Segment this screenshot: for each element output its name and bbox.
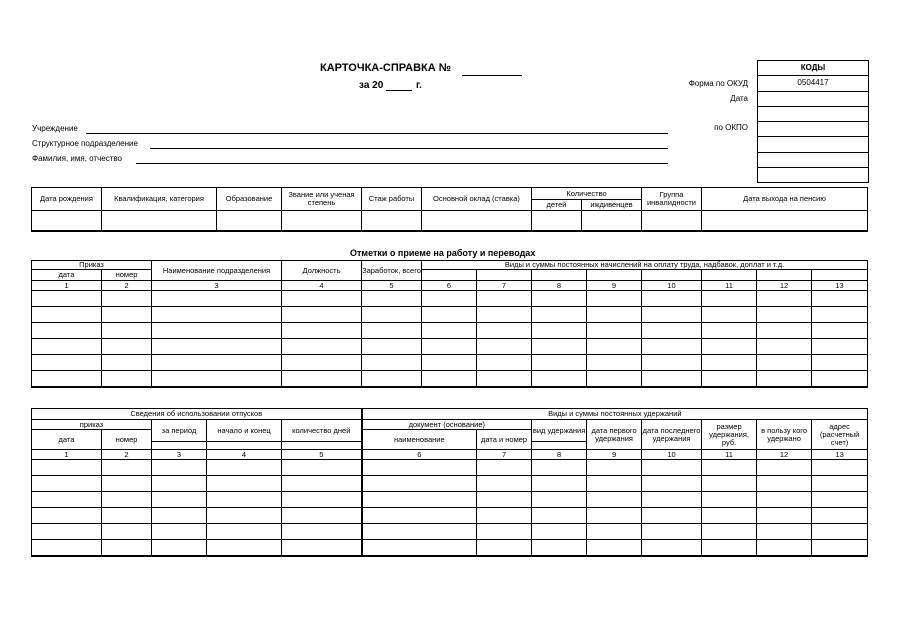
table-cell[interactable] — [282, 524, 362, 540]
cell[interactable] — [642, 211, 702, 231]
col-number: 11 — [702, 281, 757, 291]
table-cell[interactable] — [702, 339, 757, 355]
header-type: вид удержания — [532, 420, 587, 442]
cell[interactable] — [532, 211, 582, 231]
header-doc-name: наименование — [362, 430, 477, 450]
table-cell[interactable] — [532, 476, 587, 492]
table-cell[interactable] — [362, 307, 422, 323]
table-cell[interactable] — [532, 323, 587, 339]
table-cell[interactable] — [32, 508, 102, 524]
table-cell[interactable] — [32, 291, 102, 307]
table-cell[interactable] — [702, 492, 757, 508]
col-number: 1 — [32, 450, 102, 460]
table-cell[interactable] — [702, 524, 757, 540]
header-division-name: Наименование подразделения — [152, 261, 282, 281]
header-days: количество дней — [282, 420, 362, 442]
table-cell[interactable] — [282, 508, 362, 524]
table-cell[interactable] — [32, 323, 102, 339]
table-cell[interactable] — [532, 371, 587, 387]
year-prefix: за 20 — [359, 80, 384, 91]
okud-value: 0504417 — [758, 75, 868, 90]
okpo-label: по ОКПО — [714, 123, 748, 132]
table-cell[interactable] — [32, 371, 102, 387]
table-cell[interactable] — [362, 339, 422, 355]
cell[interactable] — [702, 270, 757, 281]
header-disability: Группа инвалидности — [642, 188, 702, 211]
table-cell[interactable] — [587, 524, 642, 540]
date-value[interactable] — [758, 91, 868, 106]
table-cell[interactable] — [32, 460, 102, 476]
col-number: 3 — [152, 450, 207, 460]
table-cell[interactable] — [642, 355, 702, 371]
cell[interactable] — [207, 442, 282, 450]
table-cell[interactable] — [477, 540, 532, 556]
col-number: 10 — [642, 281, 702, 291]
table-cell[interactable] — [152, 371, 282, 387]
table-cell[interactable] — [587, 355, 642, 371]
table-cell[interactable] — [362, 291, 422, 307]
table-cell[interactable] — [477, 339, 532, 355]
header-beneficiary: в пользу кого удержано — [757, 420, 812, 450]
col-number: 5 — [362, 281, 422, 291]
table-cell[interactable] — [812, 540, 868, 556]
col-number: 6 — [362, 450, 477, 460]
table-cell[interactable] — [702, 460, 757, 476]
hiring-heading: Отметки о приеме на работу и переводах — [350, 248, 536, 258]
table-cell[interactable] — [152, 508, 207, 524]
table-cell[interactable] — [642, 508, 702, 524]
table-cell[interactable] — [532, 355, 587, 371]
table-cell[interactable] — [642, 291, 702, 307]
table-cell[interactable] — [477, 476, 532, 492]
header-earnings: Заработок, всего — [362, 261, 422, 281]
table-cell[interactable] — [282, 476, 362, 492]
hiring-rows — [32, 291, 868, 387]
cell[interactable] — [532, 442, 587, 450]
vacation-rows — [32, 460, 868, 556]
okud-label: Форма по ОКУД — [688, 79, 748, 88]
table-cell[interactable] — [587, 291, 642, 307]
table-cell[interactable] — [757, 492, 812, 508]
table-cell[interactable] — [757, 460, 812, 476]
table-cell[interactable] — [812, 371, 868, 387]
table-cell[interactable] — [812, 323, 868, 339]
table-cell[interactable] — [32, 355, 102, 371]
table-cell[interactable] — [757, 323, 812, 339]
header-order: Приказ — [32, 261, 152, 270]
col-number: 2 — [102, 281, 152, 291]
table-cell[interactable] — [152, 339, 282, 355]
table-cell[interactable] — [757, 524, 812, 540]
table-cell[interactable] — [207, 492, 282, 508]
table-cell[interactable] — [422, 323, 477, 339]
cell[interactable] — [422, 211, 532, 231]
col-number: 9 — [587, 450, 642, 460]
header-amount: размер удержания, руб. — [702, 420, 757, 450]
table-cell[interactable] — [642, 339, 702, 355]
table-cell[interactable] — [757, 355, 812, 371]
table-cell[interactable] — [477, 291, 532, 307]
cell[interactable] — [217, 211, 282, 231]
table-cell[interactable] — [282, 371, 362, 387]
table-cell[interactable] — [702, 508, 757, 524]
table-cell[interactable] — [642, 524, 702, 540]
form-title: КАРТОЧКА-СПРАВКА № — [320, 62, 451, 74]
code-row-8[interactable] — [758, 167, 868, 182]
table-cell[interactable] — [102, 307, 152, 323]
table-cell[interactable] — [642, 540, 702, 556]
table-cell[interactable] — [477, 355, 532, 371]
table-cell[interactable] — [757, 291, 812, 307]
table-cell[interactable] — [362, 371, 422, 387]
table-cell[interactable] — [207, 540, 282, 556]
table-cell[interactable] — [532, 492, 587, 508]
col-number: 7 — [477, 450, 532, 460]
table-cell[interactable] — [422, 307, 477, 323]
table-cell[interactable] — [757, 339, 812, 355]
header-date: дата — [32, 270, 102, 281]
year-line[interactable] — [386, 90, 412, 91]
table-cell[interactable] — [152, 291, 282, 307]
table-cell[interactable] — [477, 492, 532, 508]
table-cell[interactable] — [532, 291, 587, 307]
table-cell[interactable] — [757, 540, 812, 556]
cell[interactable] — [102, 211, 217, 231]
table-cell[interactable] — [102, 524, 152, 540]
table-cell[interactable] — [642, 323, 702, 339]
cell[interactable] — [362, 211, 422, 231]
table-cell[interactable] — [282, 492, 362, 508]
table-cell[interactable] — [207, 476, 282, 492]
table-cell[interactable] — [642, 492, 702, 508]
table-cell[interactable] — [152, 323, 282, 339]
table-cell[interactable] — [757, 307, 812, 323]
table-cell[interactable] — [812, 291, 868, 307]
table-cell[interactable] — [422, 371, 477, 387]
table-cell[interactable] — [812, 492, 868, 508]
col-number: 4 — [282, 281, 362, 291]
table-cell[interactable] — [152, 460, 207, 476]
header-period: за период — [152, 420, 207, 442]
table-cell[interactable] — [812, 476, 868, 492]
cell[interactable] — [532, 270, 587, 281]
header-accruals: Виды и суммы постоянных начислений на оплату труда, надбавок, доплат и т.д. — [422, 261, 868, 270]
header-quantity: Количество — [532, 188, 642, 200]
table-cell[interactable] — [587, 323, 642, 339]
table-cell[interactable] — [477, 508, 532, 524]
table-cell[interactable] — [32, 540, 102, 556]
header-education: Образование — [217, 188, 282, 211]
table-cell[interactable] — [702, 371, 757, 387]
table-cell[interactable] — [702, 540, 757, 556]
division-field[interactable] — [150, 148, 668, 149]
codes-title: КОДЫ — [800, 63, 826, 72]
header-dependents: иждивенцев — [582, 200, 642, 211]
table-cell[interactable] — [362, 508, 477, 524]
header-vac-order: приказ — [32, 420, 152, 430]
table-cell[interactable] — [587, 460, 642, 476]
table-cell[interactable] — [102, 476, 152, 492]
cell[interactable] — [32, 211, 102, 231]
year-suffix: г. — [416, 80, 422, 91]
table-cell[interactable] — [207, 524, 282, 540]
institution-label: Учреждение — [32, 124, 78, 133]
table-cell[interactable] — [362, 355, 422, 371]
header-doc-date: дата и номер — [477, 430, 532, 450]
col-number: 2 — [102, 450, 152, 460]
table-cell[interactable] — [812, 524, 868, 540]
table-cell[interactable] — [702, 476, 757, 492]
table-cell[interactable] — [812, 339, 868, 355]
table-cell[interactable] — [282, 540, 362, 556]
header-salary: Основной оклад (ставка) — [422, 188, 532, 211]
header-address: адрес (расчетный счет) — [812, 420, 868, 450]
cell[interactable] — [642, 270, 702, 281]
header-experience: Стаж работы — [362, 188, 422, 211]
col-number: 7 — [477, 281, 532, 291]
col-number: 4 — [207, 450, 282, 460]
header-vac-number: номер — [102, 430, 152, 450]
cell[interactable] — [282, 442, 362, 450]
hiring-table — [31, 260, 868, 388]
table-cell[interactable] — [642, 307, 702, 323]
cell[interactable] — [477, 270, 532, 281]
table-cell[interactable] — [477, 323, 532, 339]
table-cell[interactable] — [207, 460, 282, 476]
header-qualification: Квалификация, категория — [102, 188, 217, 211]
table-cell[interactable] — [362, 476, 477, 492]
col-number: 13 — [812, 281, 868, 291]
col-number: 5 — [282, 450, 362, 460]
form-number-line[interactable] — [462, 75, 522, 76]
table-cell[interactable] — [532, 460, 587, 476]
table-cell[interactable] — [102, 508, 152, 524]
header-children: детей — [532, 200, 582, 211]
table-cell[interactable] — [102, 492, 152, 508]
table-cell[interactable] — [477, 307, 532, 323]
header-last-date: дата последнего удержания — [642, 420, 702, 450]
vacation-deductions-table — [31, 408, 868, 557]
table-cell[interactable] — [587, 307, 642, 323]
cell[interactable] — [582, 211, 642, 231]
header-number: номер — [102, 270, 152, 281]
codes-box — [757, 60, 869, 183]
table-cell[interactable] — [102, 291, 152, 307]
table-cell[interactable] — [642, 371, 702, 387]
table-cell[interactable] — [812, 307, 868, 323]
table-cell[interactable] — [587, 540, 642, 556]
code-row-7[interactable] — [758, 152, 868, 167]
table-cell[interactable] — [642, 476, 702, 492]
table-cell[interactable] — [812, 460, 868, 476]
institution-field[interactable] — [86, 133, 668, 134]
table-cell[interactable] — [532, 339, 587, 355]
division-label: Структурное подразделение — [32, 139, 138, 148]
col-number: 13 — [812, 450, 868, 460]
table-cell[interactable] — [757, 371, 812, 387]
cell[interactable] — [282, 211, 362, 231]
table-cell[interactable] — [362, 323, 422, 339]
table-cell[interactable] — [702, 291, 757, 307]
col-number: 11 — [702, 450, 757, 460]
table-cell[interactable] — [587, 492, 642, 508]
cell[interactable] — [587, 270, 642, 281]
table-cell[interactable] — [477, 524, 532, 540]
table-cell[interactable] — [362, 540, 477, 556]
table-cell[interactable] — [702, 307, 757, 323]
table-cell[interactable] — [102, 339, 152, 355]
table-cell[interactable] — [102, 371, 152, 387]
header-start-end: начало и конец — [207, 420, 282, 442]
table-cell[interactable] — [152, 307, 282, 323]
table-cell[interactable] — [32, 476, 102, 492]
table-cell[interactable] — [102, 355, 152, 371]
header-first-date: дата первого удержания — [587, 420, 642, 450]
table-cell[interactable] — [32, 524, 102, 540]
table-cell[interactable] — [207, 508, 282, 524]
table-cell[interactable] — [532, 524, 587, 540]
okpo-value[interactable] — [758, 121, 868, 136]
table-cell[interactable] — [532, 508, 587, 524]
cell[interactable] — [757, 270, 812, 281]
table-cell[interactable] — [282, 291, 362, 307]
header-degree: Звание или ученая степень — [282, 188, 362, 211]
table-cell[interactable] — [422, 355, 477, 371]
table-cell[interactable] — [152, 476, 207, 492]
table-cell[interactable] — [102, 460, 152, 476]
table-cell[interactable] — [32, 492, 102, 508]
table-cell[interactable] — [587, 339, 642, 355]
cell[interactable] — [702, 211, 868, 231]
table-cell[interactable] — [152, 355, 282, 371]
table-cell[interactable] — [587, 508, 642, 524]
col-number: 3 — [152, 281, 282, 291]
table-cell[interactable] — [282, 339, 362, 355]
date-label: Дата — [730, 94, 748, 103]
table-cell[interactable] — [757, 508, 812, 524]
table-cell[interactable] — [362, 460, 477, 476]
header-position: Должность — [282, 261, 362, 281]
table-cell[interactable] — [32, 307, 102, 323]
vacation-heading: Сведения об использовании отпусков — [32, 409, 362, 420]
col-number: 9 — [587, 281, 642, 291]
table-cell[interactable] — [362, 492, 477, 508]
full-name-field[interactable] — [136, 163, 668, 164]
table-cell[interactable] — [422, 291, 477, 307]
table-cell[interactable] — [152, 524, 207, 540]
table-cell[interactable] — [812, 355, 868, 371]
table-cell[interactable] — [532, 307, 587, 323]
table-cell[interactable] — [282, 355, 362, 371]
col-number: 6 — [422, 281, 477, 291]
col-number: 10 — [642, 450, 702, 460]
header-document: документ (основание) — [362, 420, 532, 430]
cell[interactable] — [812, 270, 868, 281]
table-cell[interactable] — [152, 492, 207, 508]
table-cell[interactable] — [282, 323, 362, 339]
col-number: 12 — [757, 281, 812, 291]
table-cell[interactable] — [642, 460, 702, 476]
table-cell[interactable] — [477, 460, 532, 476]
col-number: 12 — [757, 450, 812, 460]
col-number: 1 — [32, 281, 102, 291]
col-number: 8 — [532, 281, 587, 291]
table-cell[interactable] — [812, 508, 868, 524]
table-cell[interactable] — [362, 524, 477, 540]
table-cell[interactable] — [282, 460, 362, 476]
table-cell[interactable] — [152, 540, 207, 556]
cell[interactable] — [152, 442, 207, 450]
table-cell[interactable] — [757, 476, 812, 492]
table-cell[interactable] — [532, 540, 587, 556]
header-retirement: Дата выхода на пенсию — [702, 188, 868, 211]
table-cell[interactable] — [32, 339, 102, 355]
personal-table — [31, 187, 868, 232]
col-number: 8 — [532, 450, 587, 460]
cell[interactable] — [422, 270, 477, 281]
code-row-6[interactable] — [758, 136, 868, 151]
header-birth-date: Дата рождения — [32, 188, 102, 211]
full-name-label: Фамилия, имя, отчество — [32, 154, 122, 163]
table-cell[interactable] — [102, 540, 152, 556]
table-cell[interactable] — [477, 371, 532, 387]
table-cell[interactable] — [587, 371, 642, 387]
date-value-2[interactable] — [758, 106, 868, 121]
table-cell[interactable] — [102, 323, 152, 339]
table-cell[interactable] — [702, 355, 757, 371]
table-cell[interactable] — [422, 339, 477, 355]
table-cell[interactable] — [702, 323, 757, 339]
table-cell[interactable] — [282, 307, 362, 323]
header-vac-date: дата — [32, 430, 102, 450]
deductions-heading: Виды и суммы постоянных удержаний — [362, 409, 868, 420]
table-cell[interactable] — [587, 476, 642, 492]
